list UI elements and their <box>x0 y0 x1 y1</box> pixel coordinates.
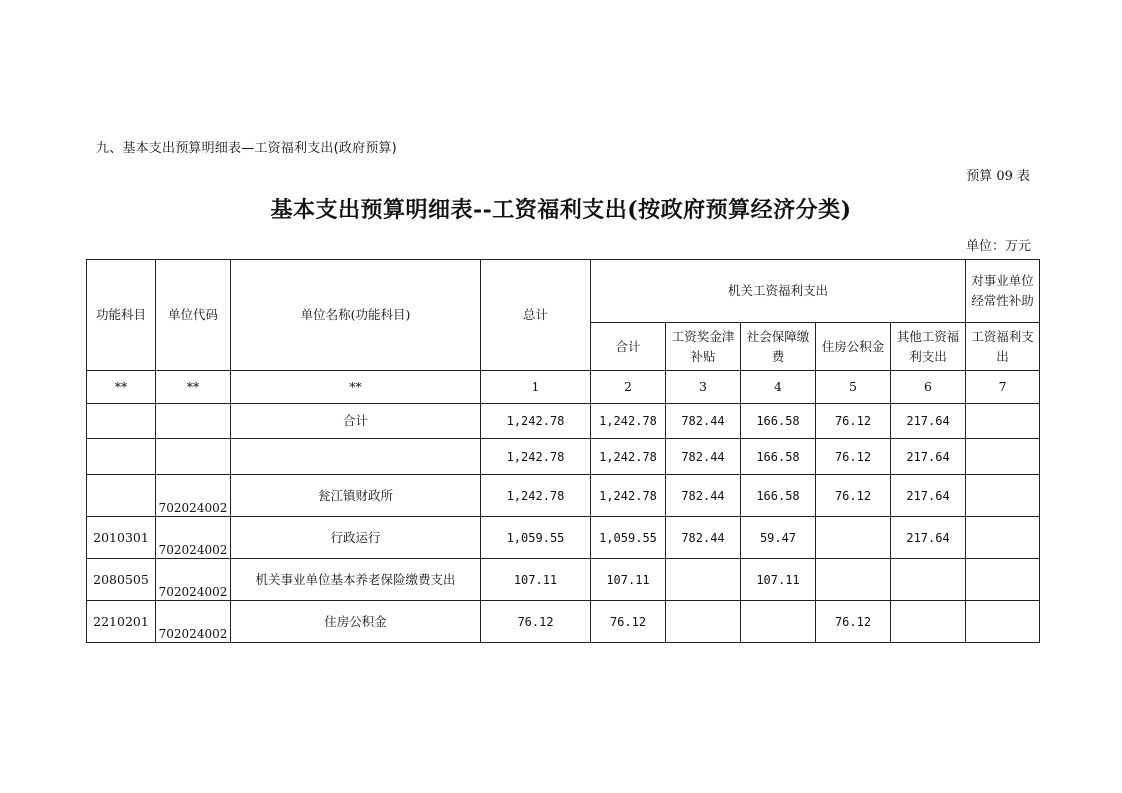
cell-other: 217.64 <box>891 439 966 475</box>
cell-code <box>156 475 231 517</box>
cell-func <box>87 475 156 517</box>
cell-subsidy <box>966 475 1040 517</box>
cell-social <box>741 601 816 643</box>
index-cell: 5 <box>816 371 891 404</box>
index-cell: ** <box>156 371 231 404</box>
cell-sum: 1,059.55 <box>591 517 666 559</box>
cell-name: 行政运行 <box>231 517 481 559</box>
cell-wage <box>666 601 741 643</box>
cell-social: 107.11 <box>741 559 816 601</box>
cell-total: 1,242.78 <box>481 475 591 517</box>
section-heading: 九、基本支出预算明细表—工资福利支出(政府预算) <box>96 141 397 156</box>
cell-other <box>891 559 966 601</box>
cell-social: 166.58 <box>741 475 816 517</box>
header-housing-fund: 住房公积金 <box>816 323 891 371</box>
cell-wage: 782.44 <box>666 404 741 439</box>
cell-sum: 1,242.78 <box>591 439 666 475</box>
header-social-security: 社会保障缴费 <box>741 323 816 371</box>
cell-total: 1,242.78 <box>481 439 591 475</box>
budget-table <box>86 259 1040 643</box>
header-group-jiguan: 机关工资福利支出 <box>591 260 966 323</box>
form-code: 预算 09 表 <box>966 169 1030 184</box>
cell-total: 1,059.55 <box>481 517 591 559</box>
header-other-wage: 其他工资福利支出 <box>891 323 966 371</box>
cell-housing <box>816 559 891 601</box>
cell-func: 2210201 <box>87 601 156 643</box>
cell-sum: 76.12 <box>591 601 666 643</box>
cell-total: 76.12 <box>481 601 591 643</box>
header-unit-name: 单位名称(功能科目) <box>231 260 481 371</box>
table-row <box>87 559 1040 601</box>
index-cell: 7 <box>966 371 1040 404</box>
cell-housing: 76.12 <box>816 601 891 643</box>
index-cell: 6 <box>891 371 966 404</box>
header-group-shiye: 对事业单位经常性补助 <box>966 260 1040 323</box>
cell-housing <box>816 517 891 559</box>
cell-other: 217.64 <box>891 475 966 517</box>
cell-sum: 1,242.78 <box>591 475 666 517</box>
header-wage-bonus: 工资奖金津补贴 <box>666 323 741 371</box>
cell-wage <box>666 559 741 601</box>
cell-subsidy <box>966 404 1040 439</box>
cell-subsidy <box>966 559 1040 601</box>
cell-code-value: 702024002 <box>158 627 228 641</box>
cell-func: 2010301 <box>87 517 156 559</box>
cell-other: 217.64 <box>891 404 966 439</box>
page-title: 基本支出预算明细表--工资福利支出(按政府预算经济分类) <box>270 197 852 223</box>
index-cell: 4 <box>741 371 816 404</box>
cell-func: 2080505 <box>87 559 156 601</box>
header-func-subject: 功能科目 <box>87 260 156 371</box>
index-cell: ** <box>87 371 156 404</box>
cell-name: 瓮江镇财政所 <box>231 475 481 517</box>
cell-social: 166.58 <box>741 404 816 439</box>
table-row <box>87 517 1040 559</box>
table-row <box>87 601 1040 643</box>
cell-wage: 782.44 <box>666 475 741 517</box>
cell-other: 217.64 <box>891 517 966 559</box>
header-sum: 合计 <box>591 323 666 371</box>
index-cell: 2 <box>591 371 666 404</box>
index-cell: 3 <box>666 371 741 404</box>
table-row <box>87 439 1040 475</box>
cell-name: 机关事业单位基本养老保险缴费支出 <box>231 559 481 601</box>
cell-sum: 1,242.78 <box>591 404 666 439</box>
cell-code <box>156 559 231 601</box>
cell-total: 107.11 <box>481 559 591 601</box>
cell-code <box>156 517 231 559</box>
header-total: 总计 <box>481 260 591 371</box>
cell-other <box>891 601 966 643</box>
cell-name <box>231 439 481 475</box>
cell-code <box>156 439 231 475</box>
header-wage-welfare: 工资福利支出 <box>966 323 1040 371</box>
index-row <box>87 371 1040 404</box>
table-row <box>87 475 1040 517</box>
cell-wage: 782.44 <box>666 439 741 475</box>
cell-total: 1,242.78 <box>481 404 591 439</box>
cell-name: 住房公积金 <box>231 601 481 643</box>
cell-social: 166.58 <box>741 439 816 475</box>
cell-code-value: 702024002 <box>158 585 228 599</box>
cell-wage: 782.44 <box>666 517 741 559</box>
table-row <box>87 404 1040 439</box>
cell-housing: 76.12 <box>816 439 891 475</box>
cell-subsidy <box>966 439 1040 475</box>
cell-subsidy <box>966 517 1040 559</box>
cell-name: 合计 <box>231 404 481 439</box>
cell-housing: 76.12 <box>816 404 891 439</box>
cell-code <box>156 404 231 439</box>
index-cell: 1 <box>481 371 591 404</box>
cell-subsidy <box>966 601 1040 643</box>
cell-code <box>156 601 231 643</box>
cell-social: 59.47 <box>741 517 816 559</box>
index-cell: ** <box>231 371 481 404</box>
header-unit-code: 单位代码 <box>156 260 231 371</box>
cell-housing: 76.12 <box>816 475 891 517</box>
cell-func <box>87 439 156 475</box>
unit-note: 单位：万元 <box>965 239 1031 254</box>
cell-code-value: 702024002 <box>158 543 228 557</box>
cell-sum: 107.11 <box>591 559 666 601</box>
cell-func <box>87 404 156 439</box>
cell-code-value: 702024002 <box>158 501 228 515</box>
